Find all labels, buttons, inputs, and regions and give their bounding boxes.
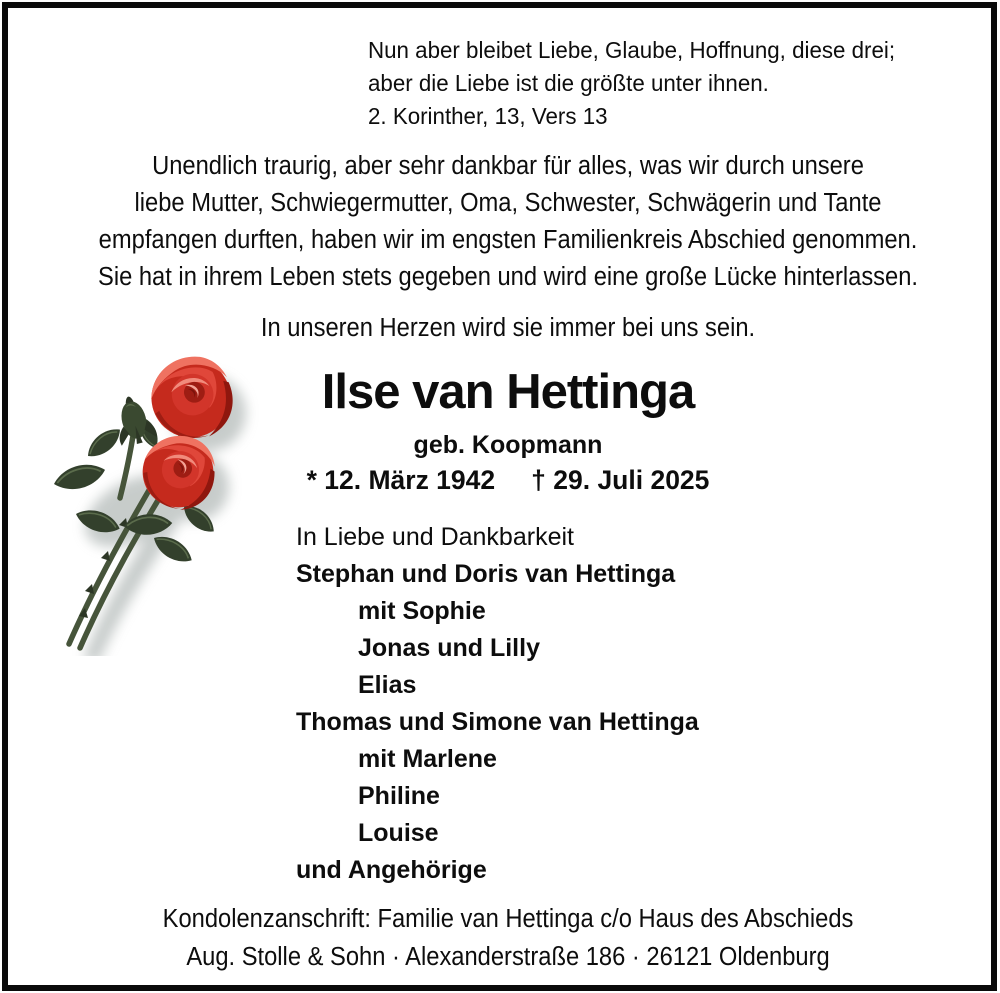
mourners-intro: In Liebe und Dankbarkeit [296, 523, 574, 551]
condolence-address [8, 900, 1000, 976]
mourner-entry: Stephan und Doris van Hettinga [296, 560, 676, 588]
intro-line: Sie hat in ihrem Leben stets gegeben und wird eine große Lücke hinterlassen. [98, 263, 918, 291]
mourner-entry: Elias [358, 671, 417, 699]
mourner-entry: mit Marlene [358, 745, 497, 773]
bible-quote [368, 34, 895, 133]
quote-line: aber die Liebe ist die größte unter ihnen. [368, 70, 769, 96]
intro-line: empfangen durften, haben wir im engsten Familienkreis Abschied genommen. [98, 226, 918, 254]
mourner-entry: Louise [358, 819, 439, 847]
mourner-entry: Philine [358, 782, 440, 810]
obituary-frame-border [2, 2, 997, 991]
maiden-name: geb. Koopmann [413, 431, 603, 459]
mourner-entry: mit Sophie [358, 597, 486, 625]
condolence-line: Aug. Stolle & Sohn · Alexanderstraße 186 · 26121 Oldenburg [186, 943, 830, 971]
intro-paragraph [8, 148, 1000, 296]
deceased-name: Ilse van Hettinga [321, 365, 695, 419]
mourners-list [296, 519, 699, 889]
life-dates [8, 465, 1000, 496]
intro-line: Unendlich traurig, aber sehr dankbar für alles, was wir durch unsere [152, 152, 864, 180]
mourner-entry: Thomas und Simone van Hettinga [296, 708, 699, 736]
condolence-line: Kondolenzanschrift: Familie van Hettinga c/o Haus des Abschieds [162, 905, 854, 933]
mourner-entry: und Angehörige [296, 856, 487, 884]
quote-citation: 2. Korinther, 13, Vers 13 [368, 103, 608, 129]
remembrance-sentence [8, 312, 1000, 345]
birth-date: * 12. März 1942 [306, 465, 496, 495]
quote-line: Nun aber bleibet Liebe, Glaube, Hoffnung, diese drei; [368, 37, 896, 63]
intro-line: liebe Mutter, Schwiegermutter, Oma, Schwester, Schwägerin und Tante [134, 189, 882, 217]
remembrance-line: In unseren Herzen wird sie immer bei uns sein. [260, 314, 756, 342]
death-date: † 29. Juli 2025 [531, 465, 710, 495]
mourner-entry: Jonas und Lilly [358, 634, 540, 662]
